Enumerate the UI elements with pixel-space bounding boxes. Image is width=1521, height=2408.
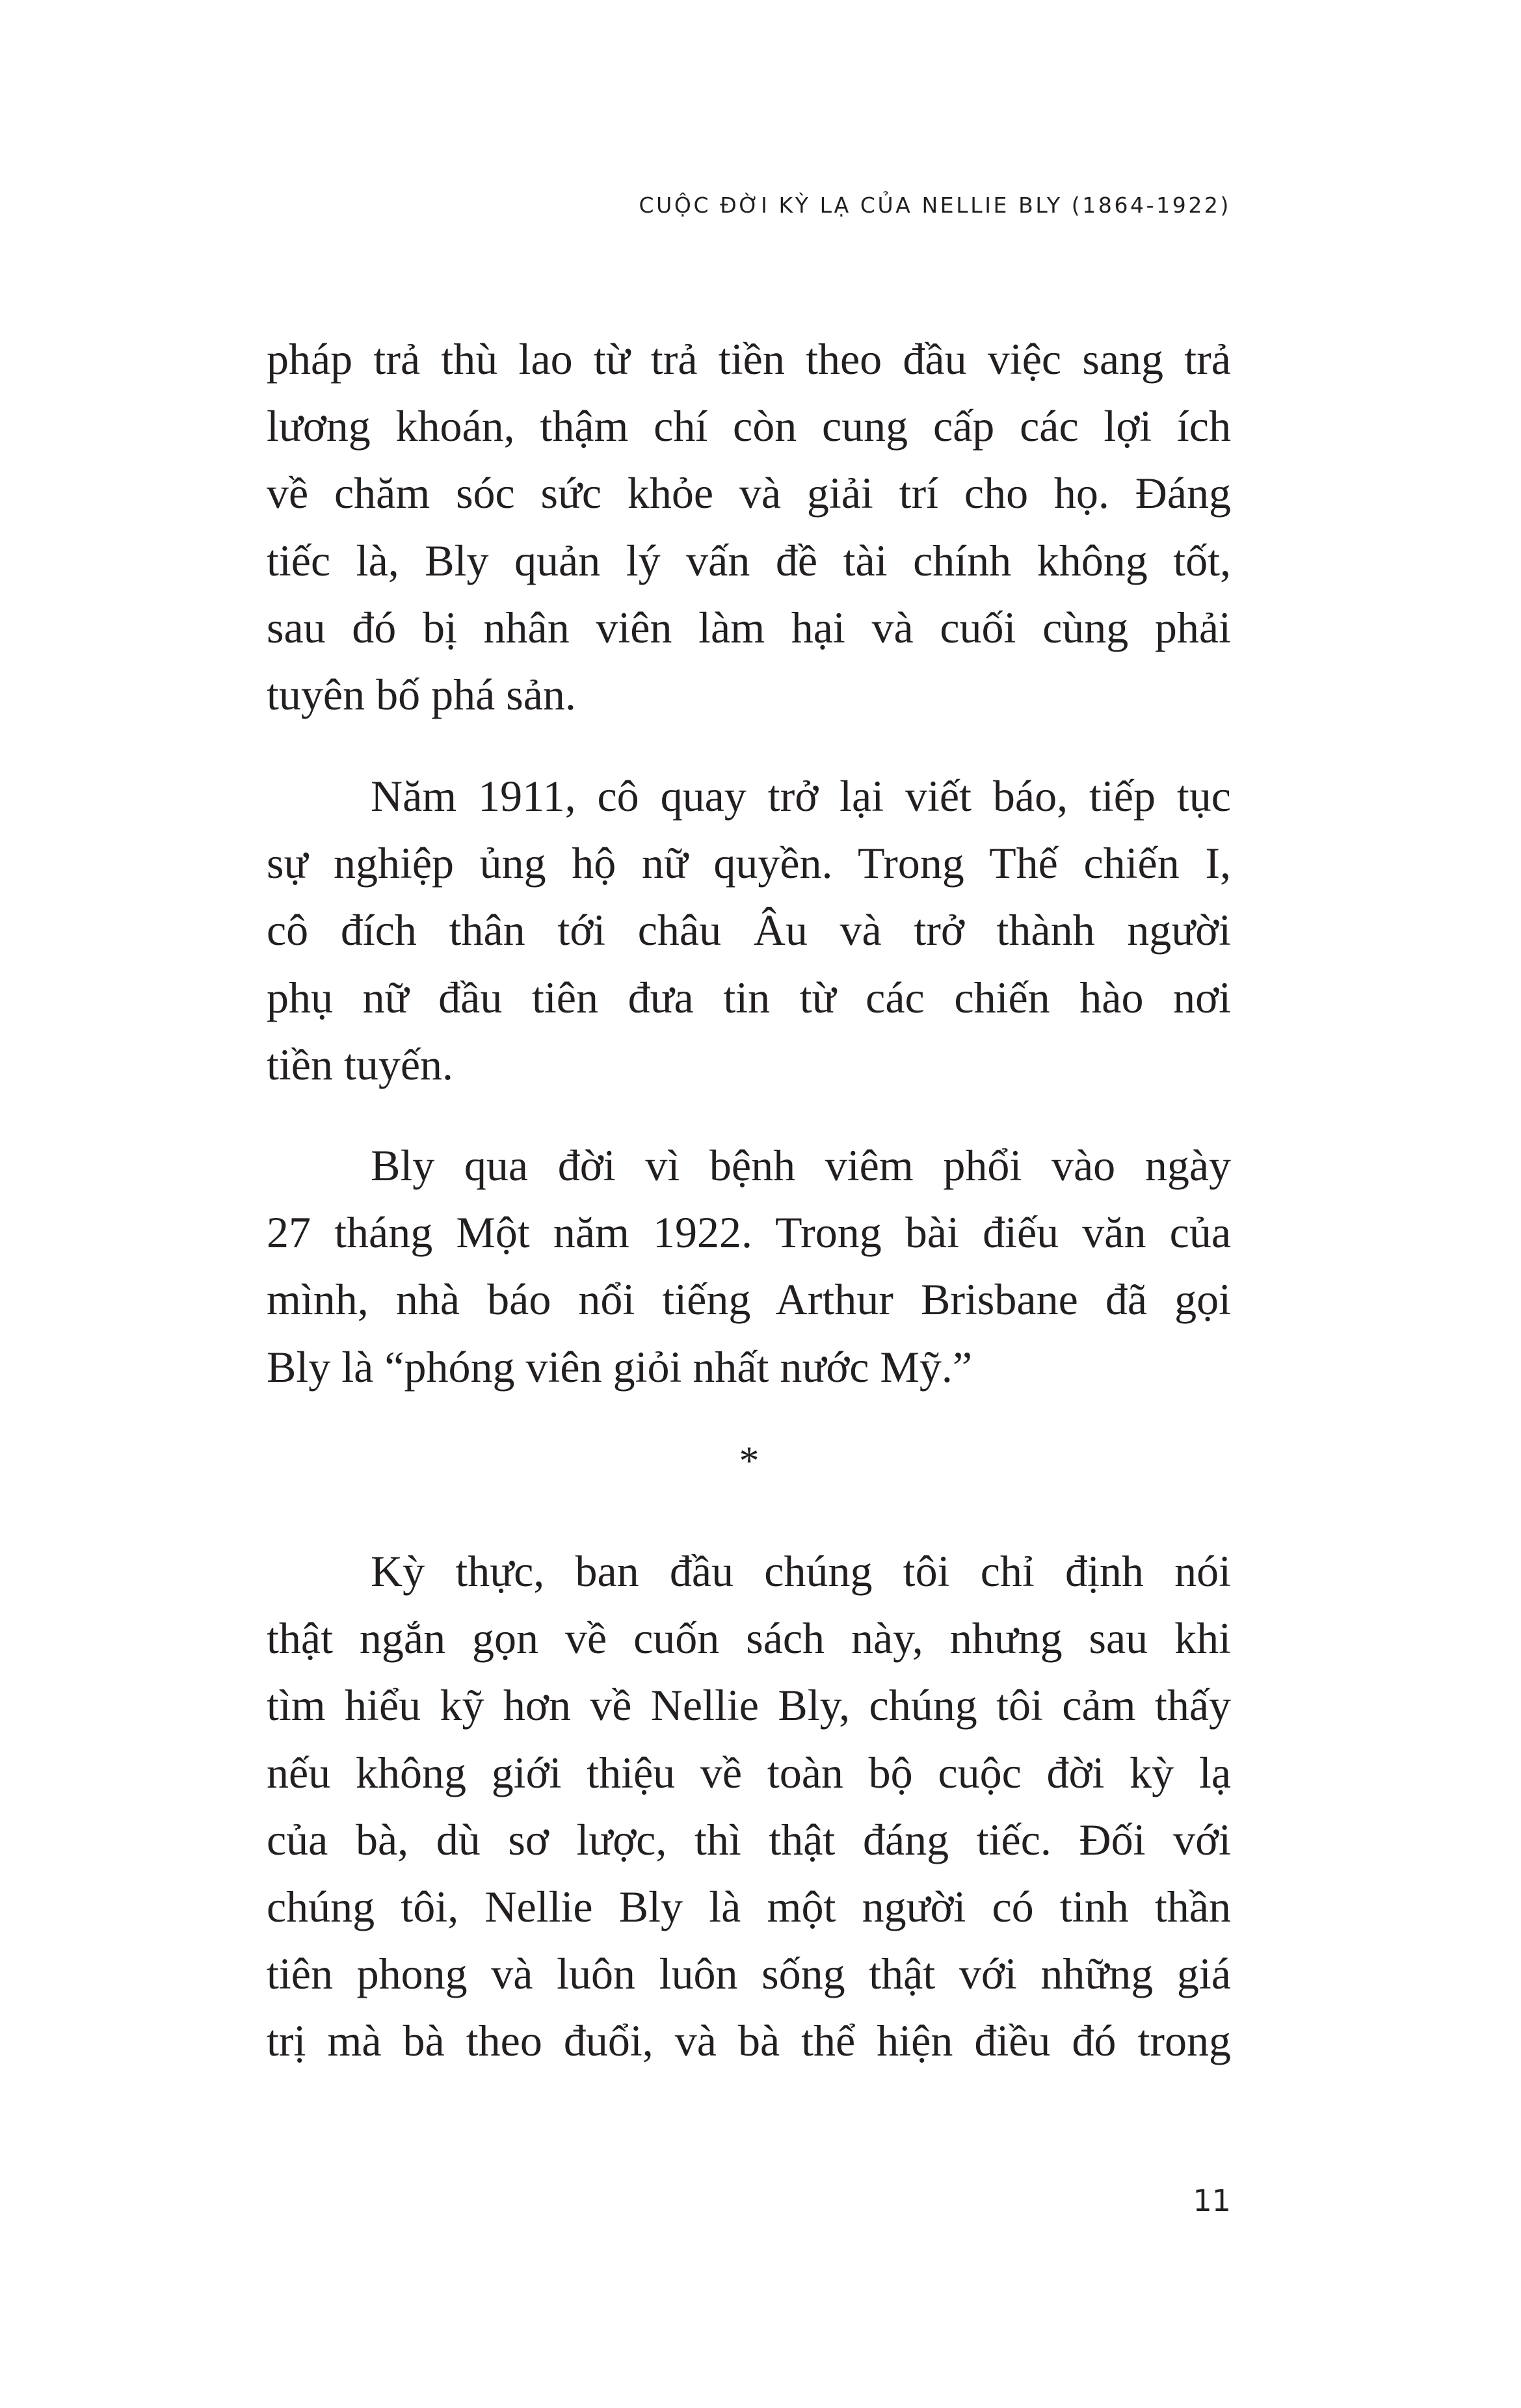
text-line: Bly qua đời vì bệnh viêm phổi vào ngày (371, 1141, 1231, 1190)
text-line: về chăm sóc sức khỏe và giải trí cho họ. Đáng (267, 468, 1231, 518)
paragraph-4 (267, 1538, 1231, 2075)
text-line: sự nghiệp ủng hộ nữ quyền. Trong Thế chiến I, (267, 838, 1231, 888)
text-line: Năm 1911, cô quay trở lại viết báo, tiếp tục (371, 771, 1231, 821)
text-line: tìm hiểu kỹ hơn về Nellie Bly, chúng tôi cảm thấy (267, 1680, 1231, 1730)
text-line: 27 tháng Một năm 1922. Trong bài điếu văn của (267, 1208, 1231, 1258)
text-line: lương khoán, thậm chí còn cung cấp các lợi ích (267, 401, 1231, 451)
text-line: sau đó bị nhân viên làm hại và cuối cùng phải (267, 602, 1231, 652)
text-line: tiên phong và luôn luôn sống thật với những giá (267, 1949, 1231, 1999)
paragraph-1 (267, 326, 1231, 728)
text-line: tiếc là, Bly quản lý vấn đề tài chính không tốt, (267, 535, 1231, 585)
text-line: Bly là “phóng viên giỏi nhất nước Mỹ.” (267, 1342, 973, 1392)
text-line: tiền tuyến. (267, 1039, 454, 1089)
text-line: Kỳ thực, ban đầu chúng tôi chỉ định nói (371, 1546, 1231, 1596)
text-line: pháp trả thù lao từ trả tiền theo đầu việc sang trả (267, 334, 1231, 384)
text-line: chúng tôi, Nellie Bly là một người có tinh thần (267, 1881, 1231, 1931)
text-line: cô đích thân tới châu Âu và trở thành người (267, 905, 1231, 955)
text-line: của bà, dù sơ lược, thì thật đáng tiếc. Đối với (267, 1814, 1231, 1864)
text-line: tuyên bố phá sản. (267, 669, 576, 719)
paragraph-2 (267, 763, 1231, 1098)
paragraph-3 (267, 1132, 1231, 1401)
text-line: phụ nữ đầu tiên đưa tin từ các chiến hào nơi (267, 972, 1231, 1022)
text-line: mình, nhà báo nổi tiếng Arthur Brisbane đã gọi (267, 1275, 1231, 1325)
running-header-title: CUỘC ĐỜI KỲ LẠ CỦA NELLIE BLY (1864-1922) (639, 192, 1231, 218)
text-line: thật ngắn gọn về cuốn sách này, nhưng sau khi (267, 1613, 1231, 1663)
text-line: trị mà bà theo đuổi, và bà thể hiện điều đó trong (267, 2016, 1231, 2066)
text-line: nếu không giới thiệu về toàn bộ cuộc đời kỳ lạ (267, 1747, 1231, 1797)
page-number: 11 (1193, 2183, 1231, 2218)
section-break-asterisk: * (739, 1439, 760, 1483)
